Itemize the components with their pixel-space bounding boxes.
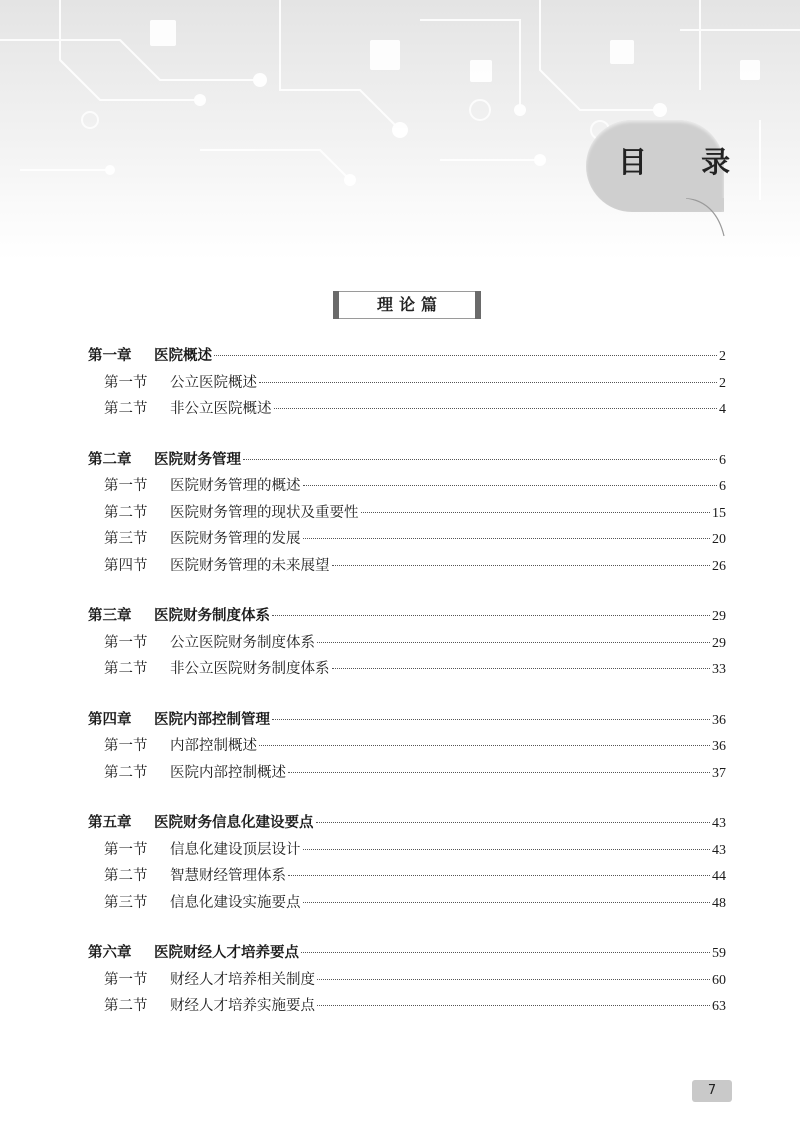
toc-leader-dots [317, 979, 710, 980]
toc-leader-dots [259, 745, 710, 746]
toc-entry-number: 第二节 [104, 661, 148, 677]
toc-entry-number: 第一章 [88, 347, 132, 364]
toc-entry-title: 公立医院财务制度体系 [170, 634, 315, 651]
toc-chapter-group [88, 604, 726, 684]
toc-entry-page: 63 [712, 999, 726, 1014]
toc-leader-dots [332, 668, 711, 669]
toc-chapter-group [88, 708, 726, 788]
toc-chapter-entry[interactable] [88, 604, 726, 631]
toc-chapter-group [88, 448, 726, 581]
toc-entry-page: 37 [712, 765, 726, 781]
toc-chapter-entry[interactable] [88, 811, 726, 838]
toc-entry-number: 第二节 [104, 868, 148, 884]
toc-leader-dots [303, 485, 718, 486]
toc-entry-page: 36 [712, 739, 726, 754]
toc-entry-title: 医院内部控制管理 [154, 710, 270, 728]
toc-entry-title: 财经人才培养相关制度 [170, 971, 315, 988]
toc-leader-dots [332, 565, 711, 566]
toc-leader-dots [316, 822, 711, 823]
toc-leader-dots [288, 875, 710, 876]
toc-entry-number: 第二节 [104, 504, 148, 521]
toc-entry-title: 医院财务管理的现状及重要性 [170, 504, 359, 521]
toc-entry-title: 医院概述 [154, 347, 212, 364]
section-heading [333, 291, 481, 319]
toc-entry-page: 26 [712, 558, 726, 574]
toc-entry-number: 第一节 [104, 738, 148, 754]
toc-entry-number: 第三章 [88, 607, 132, 624]
toc-entry-page: 15 [712, 505, 726, 521]
toc-entry-page: 44 [712, 869, 726, 884]
toc-entry-page: 33 [712, 662, 726, 677]
toc-section-entry[interactable] [88, 761, 726, 788]
toc-section-entry[interactable] [88, 631, 726, 658]
toc-entry-title: 医院财经人才培养要点 [154, 944, 299, 961]
toc-entry-title: 医院财务管理的发展 [170, 531, 301, 547]
toc-entry-title: 医院财务管理的未来展望 [170, 557, 330, 574]
toc-leader-dots [274, 408, 718, 409]
toc-entry-page: 43 [712, 816, 726, 831]
toc-section-entry[interactable] [88, 527, 726, 554]
toc-entry-page: 43 [712, 842, 726, 858]
toc-entry-number: 第五章 [88, 814, 132, 831]
toc-entry-title: 医院财务信息化建设要点 [154, 814, 314, 831]
toc-leader-dots [288, 772, 710, 773]
toc-section-entry[interactable] [88, 864, 726, 891]
toc-leader-dots [214, 355, 717, 356]
toc-entry-title: 财经人才培养实施要点 [170, 998, 315, 1014]
toc-leader-dots [243, 459, 717, 460]
toc-chapter-entry[interactable] [88, 448, 726, 475]
toc-entry-title: 医院内部控制概述 [170, 764, 286, 781]
section-label: 理论篇 [376, 295, 443, 314]
toc-entry-page: 6 [719, 452, 726, 468]
toc-leader-dots [361, 512, 711, 513]
toc-entry-page: 20 [712, 532, 726, 547]
toc-entry-page: 6 [719, 479, 726, 494]
section-bar-right [475, 291, 481, 319]
toc-entry-page: 2 [719, 375, 726, 391]
toc-entry-title: 公立医院概述 [170, 374, 257, 391]
toc-leader-dots [317, 1005, 710, 1006]
toc-entry-title: 信息化建设实施要点 [170, 894, 301, 911]
toc-leader-dots [317, 642, 710, 643]
toc-leader-dots [303, 849, 711, 850]
toc-entry-title: 智慧财经管理体系 [170, 868, 286, 884]
toc-entry-number: 第一节 [104, 841, 148, 858]
toc-entry-title: 非公立医院财务制度体系 [170, 661, 330, 677]
toc-entry-page: 36 [712, 712, 726, 728]
toc-entry-title: 医院财务管理的概述 [170, 478, 301, 494]
toc-section-entry[interactable] [88, 734, 726, 761]
toc-section-entry[interactable] [88, 891, 726, 918]
toc-section-entry[interactable] [88, 838, 726, 865]
toc-chapter-group [88, 941, 726, 1021]
toc-entry-title: 内部控制概述 [170, 738, 257, 754]
toc-entry-page: 29 [712, 635, 726, 651]
toc-leader-dots [303, 538, 711, 539]
toc-section-entry[interactable] [88, 968, 726, 995]
toc-leader-dots [272, 719, 710, 720]
toc-section-entry[interactable] [88, 554, 726, 581]
toc-entry-number: 第一节 [104, 374, 148, 391]
toc-section-entry[interactable] [88, 657, 726, 684]
toc-entry-number: 第二章 [88, 450, 132, 468]
toc-entry-page: 60 [712, 972, 726, 988]
toc-entry-number: 第二节 [104, 764, 148, 781]
toc-entry-number: 第四节 [104, 557, 148, 574]
toc-leader-dots [303, 902, 711, 903]
table-of-contents [88, 344, 726, 1045]
toc-entry-number: 第三节 [104, 894, 148, 911]
toc-chapter-group [88, 344, 726, 424]
toc-entry-title: 信息化建设顶层设计 [170, 841, 301, 858]
toc-entry-page: 48 [712, 895, 726, 911]
toc-entry-number: 第四章 [88, 710, 132, 728]
toc-entry-number: 第一节 [104, 478, 148, 494]
page-number: 7 [692, 1080, 732, 1102]
toc-entry-number: 第二节 [104, 998, 148, 1014]
toc-section-entry[interactable] [88, 474, 726, 501]
toc-entry-page: 4 [719, 402, 726, 417]
toc-chapter-group [88, 811, 726, 917]
toc-section-entry[interactable] [88, 994, 726, 1021]
toc-section-entry[interactable] [88, 397, 726, 424]
toc-leader-dots [259, 382, 717, 383]
toc-chapter-entry[interactable] [88, 941, 726, 968]
toc-entry-number: 第二节 [104, 401, 148, 417]
toc-chapter-entry[interactable] [88, 708, 726, 735]
toc-entry-number: 第六章 [88, 944, 132, 961]
toc-entry-page: 29 [712, 609, 726, 624]
toc-entry-number: 第一节 [104, 634, 148, 651]
page-title: 目 录 [618, 145, 753, 179]
toc-entry-title: 非公立医院概述 [170, 401, 272, 417]
toc-section-entry[interactable] [88, 501, 726, 528]
toc-leader-dots [301, 952, 710, 953]
toc-entry-number: 第一节 [104, 971, 148, 988]
toc-leader-dots [272, 615, 710, 616]
title-tab-tail [686, 198, 728, 238]
toc-entry-title: 医院财务管理 [154, 450, 241, 468]
toc-entry-page: 59 [712, 946, 726, 961]
toc-entry-title: 医院财务制度体系 [154, 607, 270, 624]
toc-chapter-entry[interactable] [88, 344, 726, 371]
toc-entry-page: 2 [719, 349, 726, 364]
toc-entry-number: 第三节 [104, 531, 148, 547]
toc-section-entry[interactable] [88, 371, 726, 398]
